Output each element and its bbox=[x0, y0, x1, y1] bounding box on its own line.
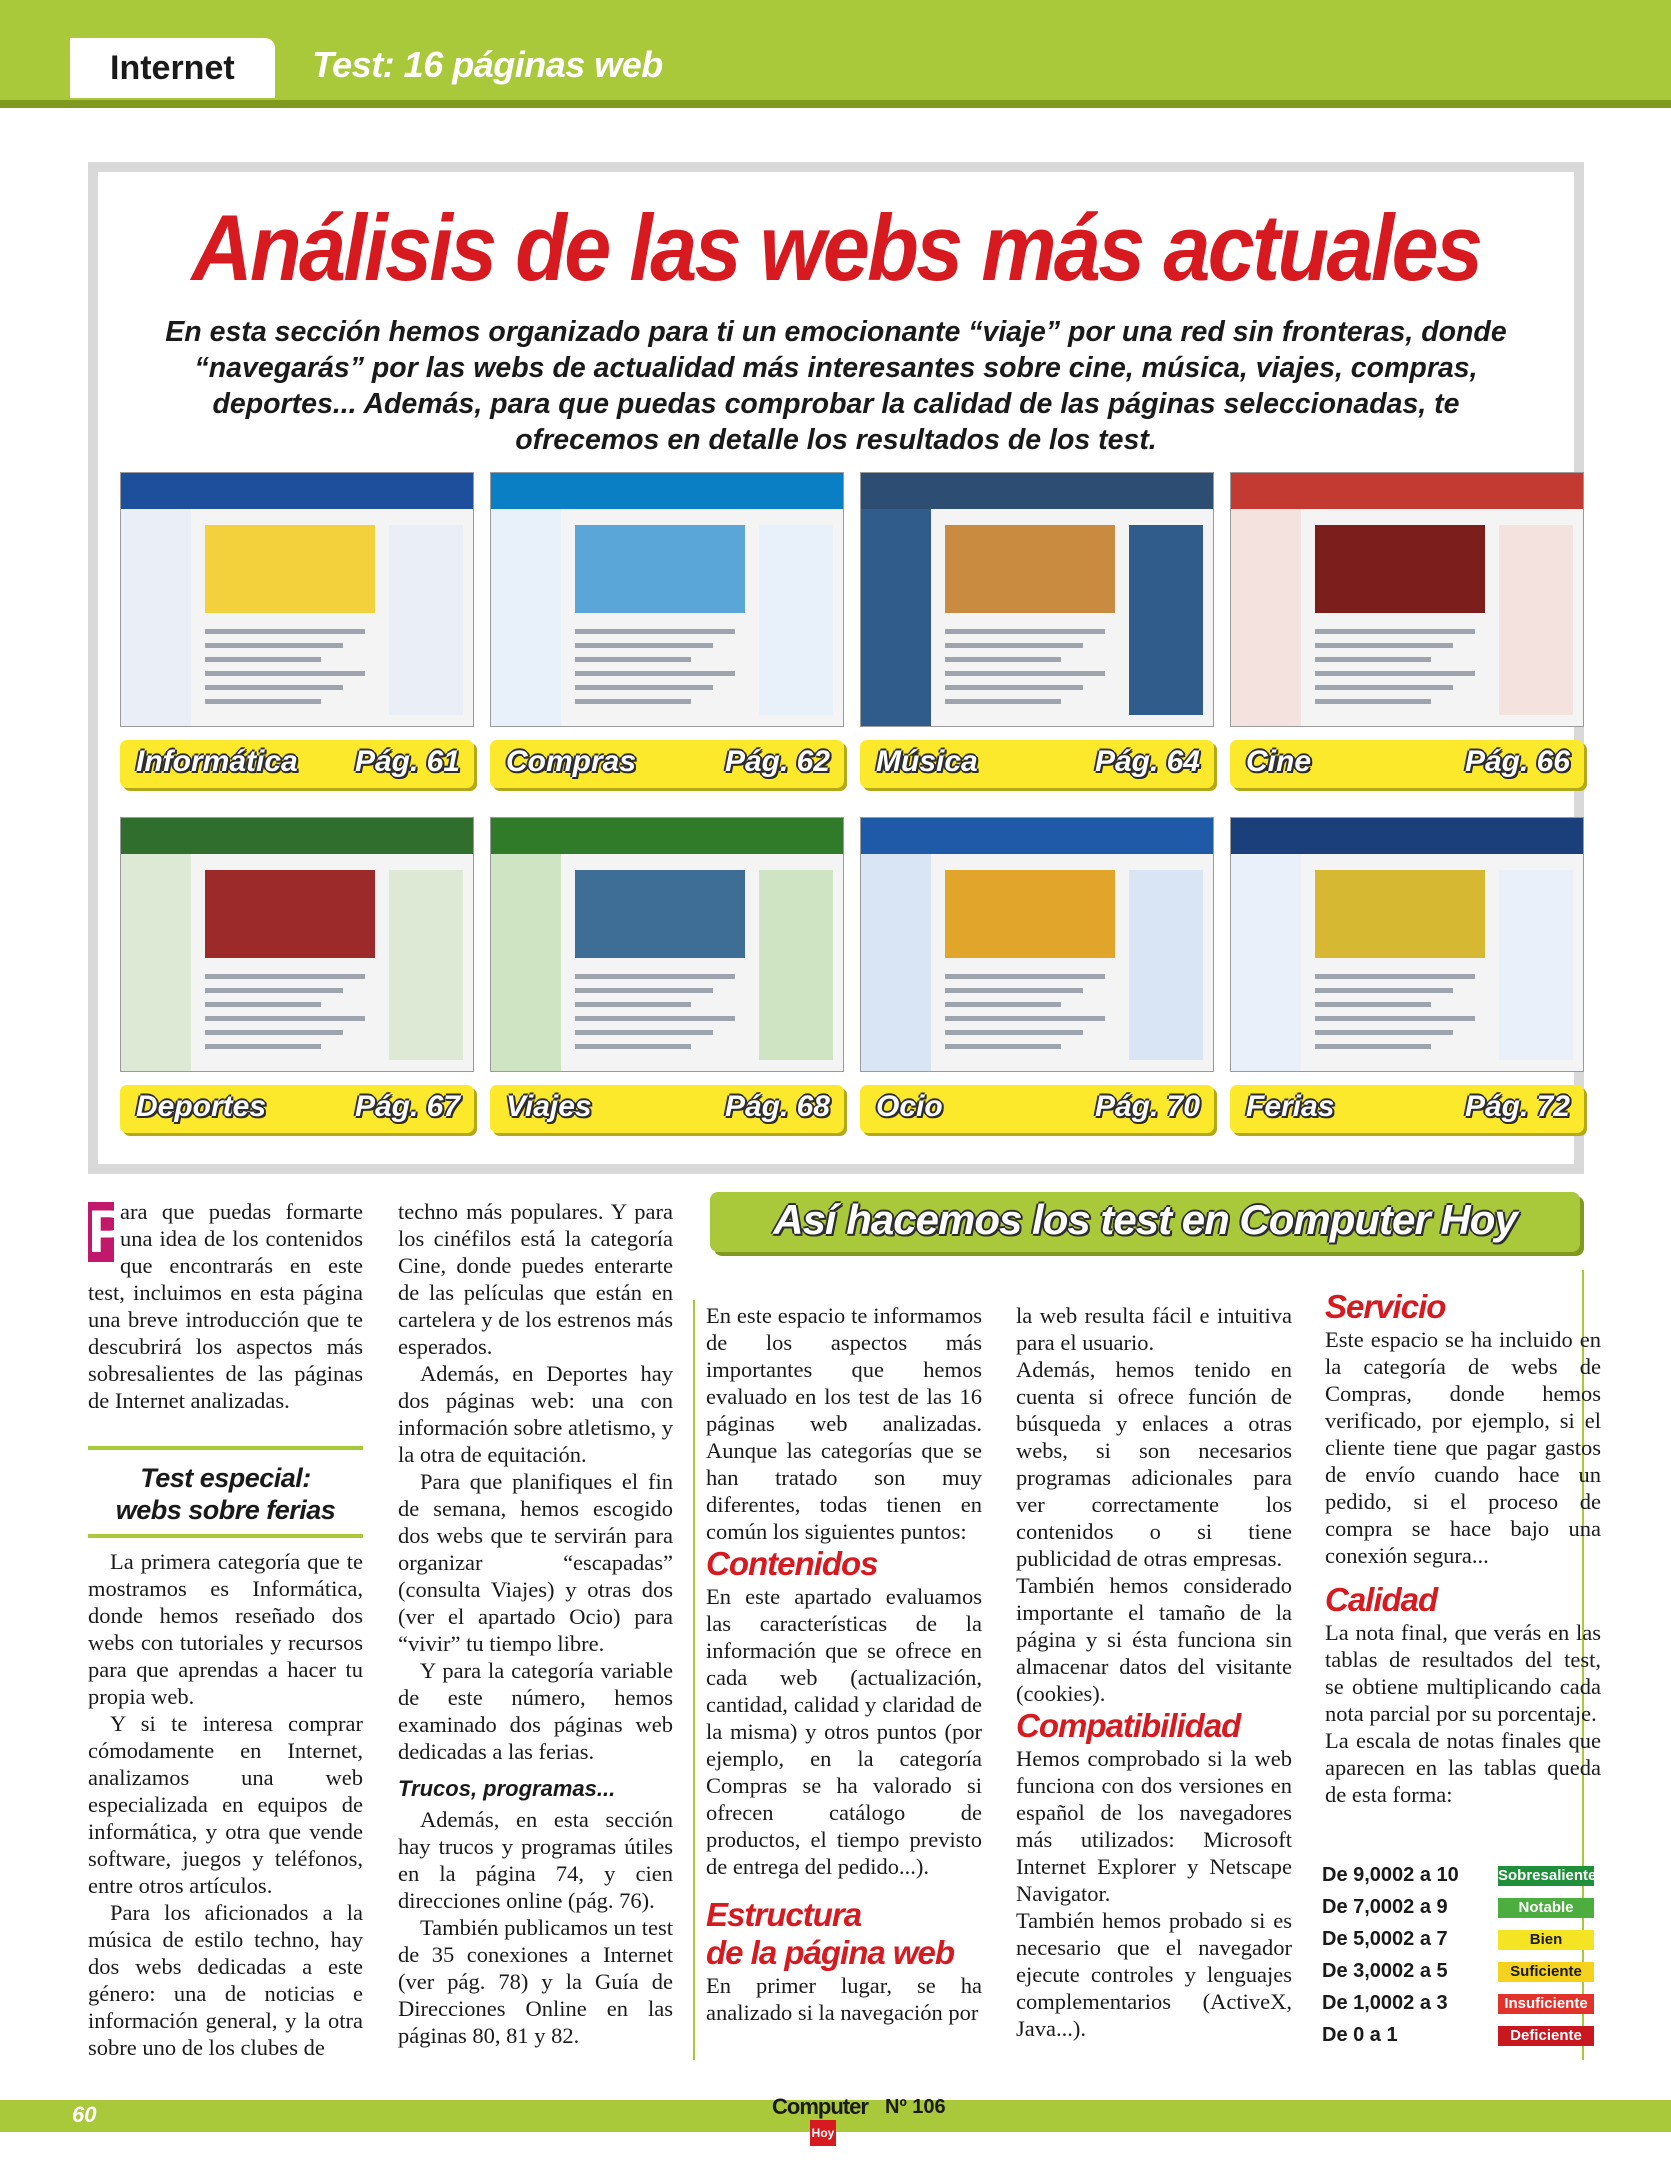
category-page: Pág. 62 bbox=[724, 745, 830, 778]
category-page: Pág. 67 bbox=[354, 1090, 460, 1123]
website-screenshot bbox=[490, 472, 844, 727]
second-paragraph-5: Además, en esta sección hay trucos y programas útiles en la página 74, y cien direcciones online (pág. 76). bbox=[398, 1807, 673, 1913]
website-screenshot bbox=[490, 817, 844, 1072]
screenshot-sidebar bbox=[491, 854, 561, 1072]
grade-row bbox=[1322, 1990, 1588, 2022]
screenshot-column bbox=[759, 870, 833, 1060]
category-name: Compras bbox=[506, 745, 637, 778]
screenshot-text-line bbox=[945, 988, 1083, 993]
screenshot-text-line bbox=[575, 1002, 691, 1007]
test-col2-paragraph-4: Hemos comprobado si la web funciona con dos versiones en español de los navegadores más utilizados: Microsoft Internet Explorer y Netscape Navigator. bbox=[1016, 1746, 1292, 1906]
website-screenshot bbox=[860, 472, 1214, 727]
screenshot-text-line bbox=[945, 685, 1083, 690]
grade-row bbox=[1322, 1958, 1582, 1990]
screenshot-text-line bbox=[945, 671, 1105, 676]
heading-compatibilidad: Compatibilidad bbox=[1016, 1707, 1241, 1744]
screenshot-text-line bbox=[575, 1016, 735, 1021]
screenshot-column bbox=[389, 870, 463, 1060]
screenshot-image bbox=[945, 525, 1115, 613]
magazine-logo bbox=[772, 2094, 882, 2148]
second-column bbox=[398, 1198, 673, 2049]
screenshot-text-line bbox=[205, 671, 365, 676]
intro-paragraph-1: P ara que puedas formarte una idea de los contenidos que encontrarás en este test, incluimos en esta página una breve introducción que te descubrirá los aspectos más sobresalientes de las páginas de Internet analizadas. bbox=[88, 1198, 363, 1413]
intro-column-lower bbox=[88, 1548, 363, 2061]
website-screenshot bbox=[860, 817, 1214, 1072]
category-page: Pág. 64 bbox=[1094, 745, 1200, 778]
grade-range: De 0 a 1 bbox=[1322, 2024, 1398, 2046]
screenshot-image bbox=[205, 870, 375, 958]
screenshot-image bbox=[575, 525, 745, 613]
screenshot-text-line bbox=[1315, 657, 1431, 662]
grade-row bbox=[1322, 2022, 1582, 2054]
screenshot-image bbox=[1315, 525, 1485, 613]
screenshot-text-line bbox=[945, 1016, 1105, 1021]
grade-badge: Sobresaliente bbox=[1498, 1867, 1597, 1884]
screenshot-image bbox=[945, 870, 1115, 958]
dropcap: P bbox=[88, 1198, 129, 1265]
category-name: Informática bbox=[136, 745, 298, 778]
category-page: Pág. 70 bbox=[1094, 1090, 1200, 1123]
screenshot-header bbox=[861, 473, 1213, 509]
screenshot-text-line bbox=[945, 643, 1083, 648]
test-column-3 bbox=[1325, 1288, 1601, 1808]
website-screenshot bbox=[1230, 472, 1584, 727]
category-name: Ferias bbox=[1246, 1090, 1335, 1123]
grade-badge: Notable bbox=[1498, 1898, 1594, 1918]
screenshot-sidebar bbox=[491, 509, 561, 727]
intro-column bbox=[88, 1198, 363, 1414]
intro-paragraph-3: Y si te interesa comprar cómodamente en Internet, analizamos una web especializada en equipos de informática, y otra que vende software, juegos y teléfonos, entre otros artículos. bbox=[88, 1711, 363, 1898]
screenshot-sidebar bbox=[1231, 509, 1301, 727]
screenshot-text-line bbox=[205, 1002, 321, 1007]
website-screenshot bbox=[1230, 817, 1584, 1072]
grade-badge: Insuficiente bbox=[1498, 1994, 1594, 2014]
screenshot-header bbox=[861, 818, 1213, 854]
grade-range: De 7,0002 a 9 bbox=[1322, 1896, 1448, 1918]
screenshot-text-line bbox=[575, 671, 735, 676]
screenshot-sidebar bbox=[121, 854, 191, 1072]
grade-row bbox=[1322, 1862, 1597, 1894]
grade-scale bbox=[1322, 1862, 1597, 2054]
screenshot-text-line bbox=[205, 699, 321, 704]
screenshot-text-line bbox=[205, 657, 321, 662]
category-name: Viajes bbox=[506, 1090, 592, 1123]
screenshot-text-line bbox=[1315, 1016, 1475, 1021]
category-page: Pág. 61 bbox=[354, 745, 460, 778]
category-label bbox=[490, 1085, 844, 1133]
second-paragraph-1: techno más populares. Y para los cinéfilos está la categoría Cine, donde puedes enterarte de las películas que están en cartelera y de los estrenos más esperados. bbox=[398, 1199, 673, 1359]
test-col3-paragraph-3: La escala de notas finales que aparecen en las tablas queda de esta forma: bbox=[1325, 1728, 1601, 1807]
screenshot-sidebar bbox=[861, 509, 931, 727]
logo-hoy: Hoy bbox=[810, 2120, 836, 2146]
feature-intro: En esta sección hemos organizado para ti un emocionante “viaje” por una red sin fronteras, donde “navegarás” por las webs de actualidad más interesantes sobre cine, música, viajes, compras, deportes... Además, para que puedas comprobar la calidad de las páginas seleccionadas, te ofrecemos en detalle los resultados de los test. bbox=[165, 316, 1507, 456]
screenshot-text-line bbox=[1315, 671, 1475, 676]
screenshot-text-line bbox=[1315, 699, 1431, 704]
screenshot-text-line bbox=[575, 629, 735, 634]
screenshot-text-line bbox=[945, 699, 1061, 704]
screenshot-header bbox=[491, 818, 843, 854]
screenshot-text-line bbox=[205, 629, 365, 634]
section-subtitle: Test: 16 páginas web bbox=[312, 44, 663, 85]
heading-servicio: Servicio bbox=[1325, 1288, 1446, 1325]
heading-contenidos: Contenidos bbox=[706, 1545, 878, 1582]
category-label bbox=[860, 1085, 1214, 1133]
screenshot-column bbox=[1499, 525, 1573, 715]
screenshot-text-line bbox=[1315, 1030, 1453, 1035]
screenshot-text-line bbox=[1315, 988, 1453, 993]
test-col2-paragraph-3: También hemos considerado importante el tamaño de la página y si ésta funciona sin almacenar datos del visitante (cookies). bbox=[1016, 1573, 1292, 1706]
feature-inner bbox=[98, 172, 1574, 1164]
box-rule-bottom bbox=[88, 1534, 363, 1538]
second-paragraph-4: Y para la categoría variable de este número, hemos examinado dos páginas web dedicadas a las ferias. bbox=[398, 1658, 673, 1764]
screenshot-column bbox=[1129, 870, 1203, 1060]
test-col2-paragraph-5: También hemos probado si es necesario que el navegador ejecute controles y lenguajes complementarios (ActiveX, Java...). bbox=[1016, 1908, 1292, 2041]
screenshot-image bbox=[575, 870, 745, 958]
section-tab: Internet bbox=[70, 38, 275, 98]
grade-range: De 3,0002 a 5 bbox=[1322, 1960, 1448, 1982]
screenshot-text-line bbox=[945, 629, 1105, 634]
screenshot-text-line bbox=[945, 1002, 1061, 1007]
screenshot-image bbox=[1315, 870, 1485, 958]
screenshot-text-line bbox=[205, 988, 343, 993]
test-col1-paragraph-1: En este espacio te informamos de los aspectos más importantes que hemos evaluado en los test de las 16 páginas web analizadas. Aunque las categorías que se han tratado son muy diferentes, todas tienen en común los siguientes puntos: bbox=[706, 1303, 982, 1544]
test-col2-paragraph-2: Además, hemos tenido en cuenta si ofrece función de búsqueda y enlaces a otras webs, si son necesarios programas adicionales para ver correctamente los contenidos o si tiene publicidad de otras empresas. bbox=[1016, 1357, 1292, 1571]
heading-calidad: Calidad bbox=[1325, 1581, 1438, 1618]
test-col2-paragraph-1: la web resulta fácil e intuitiva para el usuario. bbox=[1016, 1303, 1292, 1355]
grade-row bbox=[1322, 1894, 1582, 1926]
screenshot-header bbox=[121, 473, 473, 509]
category-label bbox=[120, 1085, 474, 1133]
category-page: Pág. 66 bbox=[1464, 745, 1570, 778]
test-col3-paragraph-1: Este espacio se ha incluido en la categoría de webs de Compras, donde hemos verificado, por ejemplo, si el cliente tiene que pagar gastos de envío cuando hace un pedido, si el proceso de compra se hace bajo una conexión segura... bbox=[1325, 1327, 1601, 1568]
screenshot-column bbox=[1129, 525, 1203, 715]
category-name: Cine bbox=[1246, 745, 1312, 778]
test-column-2 bbox=[1016, 1302, 1292, 2042]
screenshot-column bbox=[389, 525, 463, 715]
screenshot-sidebar bbox=[1231, 854, 1301, 1072]
test-col3-paragraph-2: La nota final, que verás en las tablas de resultados del test, se obtiene multiplicando cada nota parcial por su porcentaje. bbox=[1325, 1620, 1601, 1726]
second-paragraph-3: Para que planifiques el fin de semana, hemos escogido dos webs que te servirán para organizar “escapadas” (consulta Viajes) y otras dos (ver el apartado Ocio) para “vivir” tu tiempo libre. bbox=[398, 1469, 673, 1656]
category-label bbox=[120, 740, 474, 788]
category-name: Música bbox=[876, 745, 978, 778]
screenshot-text-line bbox=[945, 657, 1061, 662]
screenshot-text-line bbox=[1315, 685, 1453, 690]
screenshot-text-line bbox=[205, 643, 343, 648]
screenshot-text-line bbox=[575, 1030, 713, 1035]
tricks-subhead: Trucos, programas... bbox=[398, 1776, 616, 1801]
grade-range: De 1,0002 a 3 bbox=[1322, 1992, 1448, 2014]
category-label bbox=[860, 740, 1214, 788]
intro-paragraph-2: La primera categoría que te mostramos es Informática, donde hemos reseñado dos webs con tutoriales y recursos para que aprendas a hacer tu propia web. bbox=[88, 1549, 363, 1709]
test-column-1 bbox=[706, 1302, 982, 2026]
category-page: Pág. 68 bbox=[724, 1090, 830, 1123]
screenshot-text-line bbox=[205, 1044, 321, 1049]
second-paragraph-2: Además, en Deportes hay dos páginas web: una con información sobre atletismo, y la otra de equitación. bbox=[398, 1361, 673, 1467]
screenshot-text-line bbox=[575, 643, 713, 648]
test-banner: Así hacemos los test en Computer Hoy bbox=[710, 1192, 1580, 1252]
test-left-rule bbox=[693, 1300, 695, 2060]
screenshot-text-line bbox=[575, 685, 713, 690]
screenshot-sidebar bbox=[861, 854, 931, 1072]
category-page: Pág. 72 bbox=[1464, 1090, 1570, 1123]
screenshot-text-line bbox=[575, 974, 735, 979]
website-screenshot bbox=[120, 472, 474, 727]
screenshot-text-line bbox=[575, 988, 713, 993]
screenshot-header bbox=[1231, 818, 1583, 854]
screenshot-text-line bbox=[1315, 1044, 1431, 1049]
screenshot-header bbox=[491, 473, 843, 509]
feature-title: Análisis de las webs más actuales bbox=[191, 195, 1481, 300]
grade-range: De 9,0002 a 10 bbox=[1322, 1864, 1459, 1886]
screenshot-column bbox=[1499, 870, 1573, 1060]
screenshot-text-line bbox=[945, 974, 1105, 979]
grade-badge: Deficiente bbox=[1498, 2026, 1594, 2046]
test-col1-paragraph-3: En primer lugar, se ha analizado si la navegación por bbox=[706, 1973, 982, 2025]
screenshot-text-line bbox=[575, 1044, 691, 1049]
screenshot-text-line bbox=[945, 1044, 1061, 1049]
category-label bbox=[490, 740, 844, 788]
heading-estructura: Estructura de la página web bbox=[706, 1896, 955, 1971]
grade-badge: Suficiente bbox=[1498, 1962, 1594, 1982]
grade-range: De 5,0002 a 7 bbox=[1322, 1928, 1448, 1950]
test-col1-paragraph-2: En este apartado evaluamos las características de la información que se ofrece en cada web (actualización, cantidad, calidad y claridad de la misma) y otros puntos (por ejemplo, en la categoría Compras se ha valorado si ofrecen catálogo de productos, el tiempo previsto de entrega del pedido...). bbox=[706, 1584, 982, 1879]
box-rule-top bbox=[88, 1446, 363, 1450]
category-label bbox=[1230, 1085, 1584, 1133]
category-name: Deportes bbox=[136, 1090, 267, 1123]
feature-box bbox=[88, 162, 1584, 1174]
second-paragraph-6: También publicamos un test de 35 conexiones a Internet (ver pág. 78) y la Guía de Direcciones Online en las páginas 80, 81 y 82. bbox=[398, 1915, 673, 2048]
screenshot-text-line bbox=[575, 699, 691, 704]
screenshot-column bbox=[759, 525, 833, 715]
issue-number: Nº 106 bbox=[885, 2096, 946, 2118]
screenshot-text-line bbox=[205, 974, 365, 979]
website-screenshot bbox=[120, 817, 474, 1072]
screenshot-image bbox=[205, 525, 375, 613]
screenshot-text-line bbox=[205, 1030, 343, 1035]
header-rule bbox=[0, 100, 1671, 108]
screenshot-text-line bbox=[1315, 974, 1475, 979]
screenshot-sidebar bbox=[121, 509, 191, 727]
screenshot-text-line bbox=[205, 685, 343, 690]
screenshot-header bbox=[121, 818, 473, 854]
screenshot-text-line bbox=[1315, 643, 1453, 648]
screenshot-text-line bbox=[575, 657, 691, 662]
screenshot-text-line bbox=[205, 1016, 365, 1021]
screenshot-text-line bbox=[945, 1030, 1083, 1035]
grade-row bbox=[1322, 1926, 1582, 1958]
screenshot-text-line bbox=[1315, 629, 1475, 634]
intro-paragraph-4: Para los aficionados a la música de estilo techno, hay dos webs dedicadas a este género: una de noticias e información general, y la otra sobre uno de los clubes de bbox=[88, 1900, 363, 2060]
screenshot-header bbox=[1231, 473, 1583, 509]
category-name: Ocio bbox=[876, 1090, 943, 1123]
grade-badge: Bien bbox=[1498, 1930, 1594, 1950]
page-number: 60 bbox=[72, 2102, 97, 2127]
box-heading: Test especial: webs sobre ferias bbox=[115, 1463, 336, 1525]
logo-word: Computer bbox=[772, 2094, 868, 2119]
category-label bbox=[1230, 740, 1584, 788]
screenshot-text-line bbox=[1315, 1002, 1431, 1007]
